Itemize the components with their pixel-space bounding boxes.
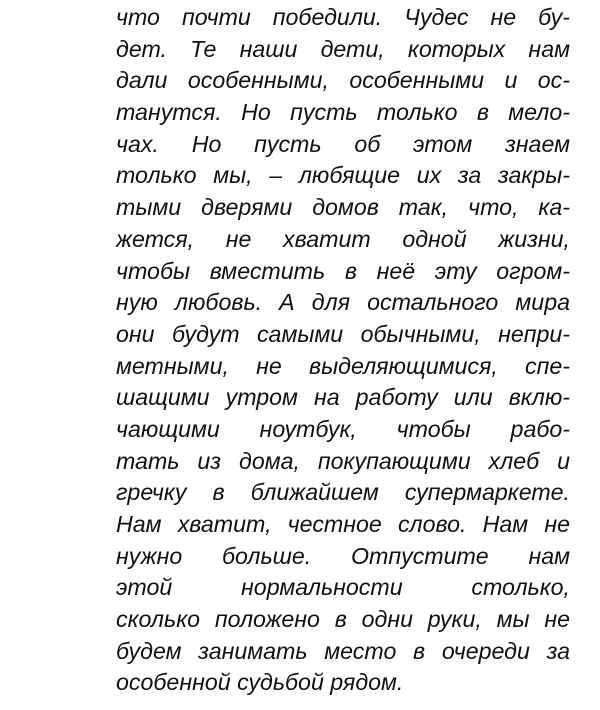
text-line: тать из дома, покупающими хлеб и [116,447,570,474]
text-line: будем занимать место в очереди за [116,637,570,664]
text-line: жется, не хватит одной жизни, [116,225,570,252]
text-line: чах. Но пусть об этом знаем [116,130,570,157]
text-line: тыми дверями домов так, что, ка- [116,194,570,221]
text-line: Нам хватит, честное слово. Нам не [116,511,570,537]
text-line: метными, не выделяющимися, спе- [116,352,570,379]
text-line: дет. Те наши дети, которых нам [116,35,570,62]
text-line: гречку в ближайшем супермаркете. [116,479,570,506]
text-line: шащими утром на работу или вклю- [116,384,570,411]
text-line: чающими ноутбук, чтобы рабо- [116,415,570,442]
text-line: этой нормальности столько, [116,574,570,601]
text-line: они будут самыми обычными, непри- [116,320,570,347]
text-line: сколько положено в одни руки, мы не [116,606,570,633]
text-line: танутся. Но пусть только в мело- [116,99,570,126]
text-line: дали особенными, особенными и ос- [116,67,570,94]
text-line: особенной судьбой рядом. [116,669,404,696]
text-line: что почти победили. Чудес не бу- [116,4,570,30]
text-line: чтобы вместить в неё эту огром- [116,257,570,284]
text-line: только мы, – любящие их за закры- [116,162,570,189]
text-line: нужно больше. Отпустите нам [116,542,570,569]
body-text [116,2,570,699]
text-line: ную любовь. А для остального мира [116,289,570,316]
